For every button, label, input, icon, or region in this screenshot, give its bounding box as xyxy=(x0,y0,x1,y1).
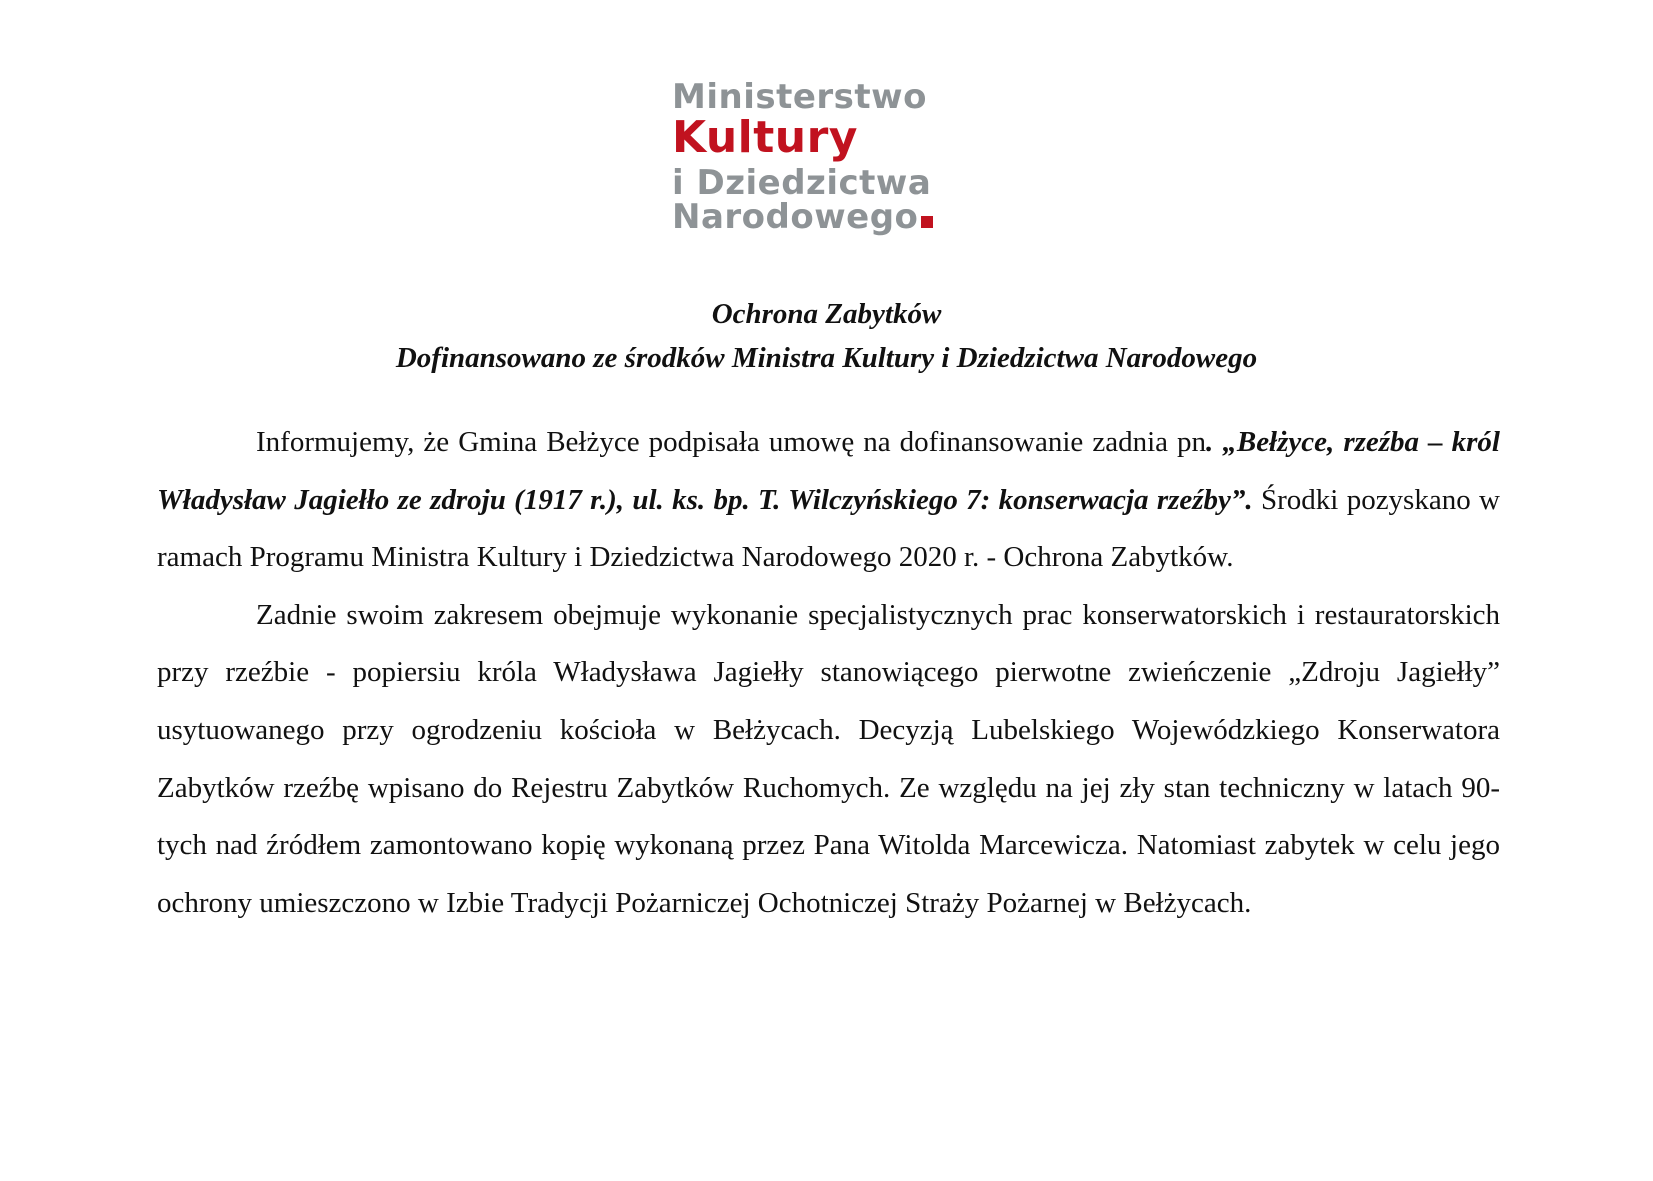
task-name: . „Bełżyce, rzeźba – król Władysław Jagiełło ze zdroju (1917 r.), ul. ks. bp. T. Wilczyńskiego 7: konserwacja rzeźby”. xyxy=(157,426,1500,516)
document-subtitle: Dofinansowano ze środków Ministra Kultury i Dziedzictwa Narodowego xyxy=(395,342,1258,374)
paragraph-2: Zadnie swoim zakresem obejmuje wykonanie specjalistycznych prac konserwatorskich i restauratorskich przy rzeźbie - popiersiu króla Władysława Jagiełły stanowiącego pierwotne zwieńczenie „Zdroju Jagiełły” usytuowanego przy ogrodzeniu kościoła w Bełżycach. Decyzją Lubelskiego Wojewódzkiego Konserwatora Zabytków rzeźbę wpisano do Rejestru Zabytków Ruchomych. Ze względu na jej zły stan techniczny w latach 90-tych nad źródłem zamontowano kopię wykonaną przez Pana Witolda Marcewicza. Natomiast zabytek w celu jego ochrony umieszczono w Izbie Tradycji Pożarniczej Ochotniczej Straży Pożarnej w Bełżycach. xyxy=(157,598,1500,919)
logo-line-narodowego: Narodowego xyxy=(672,197,919,237)
logo-line-ministerstwo: Ministerstwo xyxy=(672,77,927,117)
logo-red-square-icon xyxy=(921,216,933,228)
logo-line-kultury: Kultury xyxy=(672,112,858,163)
ministry-logo xyxy=(672,77,1002,237)
document-title: Ochrona Zabytków xyxy=(711,298,942,330)
paragraph-1-rest: Środki pozyskano w ramach Programu Ministra Kultury i Dziedzictwa Narodowego 2020 r. - Ochrona Zabytków. xyxy=(157,483,1500,574)
paragraph-1 xyxy=(157,414,1500,587)
document-body xyxy=(157,414,1500,932)
paragraph-1-intro: Informujemy, że Gmina Bełżyce podpisała umowę na dofinansowanie zadnia pn xyxy=(256,426,1207,458)
logo-line-narodowego-wrap xyxy=(672,197,1002,237)
logo-line-dziedzictwa: i Dziedzictwa xyxy=(672,163,932,203)
